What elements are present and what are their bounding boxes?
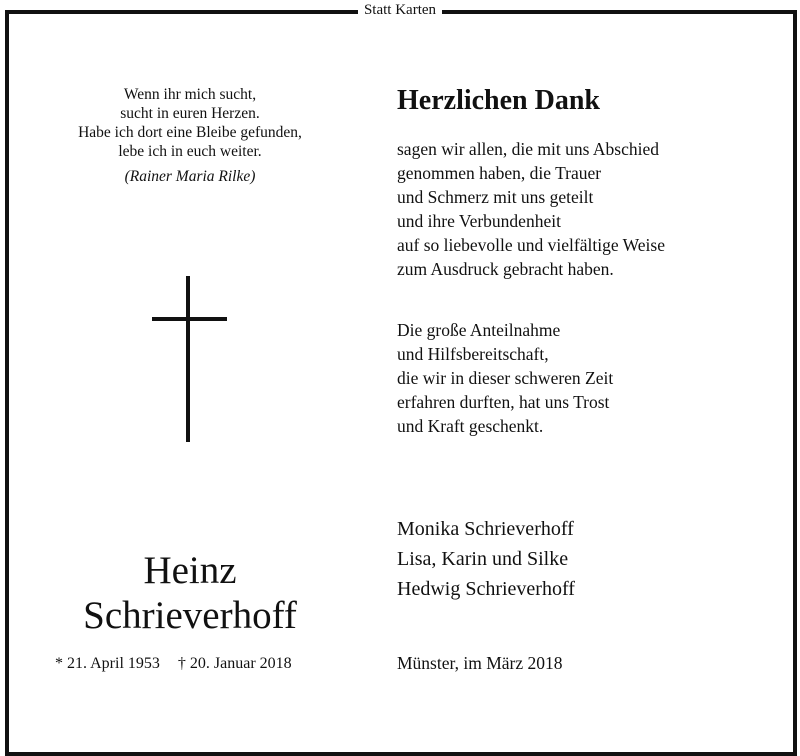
- signer-name: Monika Schrieverhoff: [397, 518, 574, 540]
- paragraph-line: genommen haben, die Trauer: [397, 163, 602, 183]
- poem-line: sucht in euren Herzen.: [120, 105, 260, 122]
- header-label-container: [0, 0, 800, 20]
- poem-author: (Rainer Maria Rilke): [124, 168, 256, 185]
- paragraph-line: und Hilfsbereitschaft,: [397, 344, 549, 364]
- poem-line: Habe ich dort eine Bleibe gefunden,: [78, 124, 302, 141]
- deceased-first-name: Heinz: [143, 549, 237, 592]
- thanks-paragraph-1: [397, 137, 665, 281]
- signers-list: [397, 514, 575, 604]
- thanks-headline: Herzlichen Dank: [397, 85, 600, 116]
- paragraph-line: erfahren durften, hat uns Trost: [397, 392, 610, 412]
- life-dates: [55, 654, 292, 674]
- paragraph-line: zum Ausdruck gebracht haben.: [397, 259, 614, 279]
- paragraph-line: Die große Anteilnahme: [397, 320, 561, 340]
- paragraph-line: die wir in dieser schweren Zeit: [397, 368, 614, 388]
- thanks-paragraph-2: [397, 318, 613, 438]
- poem-block: [40, 85, 340, 186]
- death-date: † 20. Januar 2018: [177, 655, 292, 672]
- birth-date: * 21. April 1953: [55, 655, 160, 672]
- cross-icon: [152, 276, 227, 442]
- statt-karten-label: Statt Karten: [358, 2, 442, 18]
- cross-horizontal-bar: [152, 317, 227, 321]
- paragraph-line: und Schmerz mit uns geteilt: [397, 187, 594, 207]
- poem-line: lebe ich in euch weiter.: [118, 143, 262, 160]
- paragraph-line: und ihre Verbundenheit: [397, 211, 561, 231]
- signer-name: Hedwig Schrieverhoff: [397, 578, 575, 600]
- paragraph-line: auf so liebevolle und vielfältige Weise: [397, 235, 665, 255]
- signer-name: Lisa, Karin und Silke: [397, 548, 569, 570]
- deceased-name: [30, 548, 350, 638]
- paragraph-line: und Kraft geschenkt.: [397, 416, 544, 436]
- deceased-last-name: Schrieverhoff: [83, 594, 297, 637]
- paragraph-line: sagen wir allen, die mit uns Abschied: [397, 139, 659, 159]
- poem-line: Wenn ihr mich sucht,: [123, 86, 257, 103]
- place-date: Münster, im März 2018: [397, 653, 563, 673]
- cross-vertical-bar: [186, 276, 190, 442]
